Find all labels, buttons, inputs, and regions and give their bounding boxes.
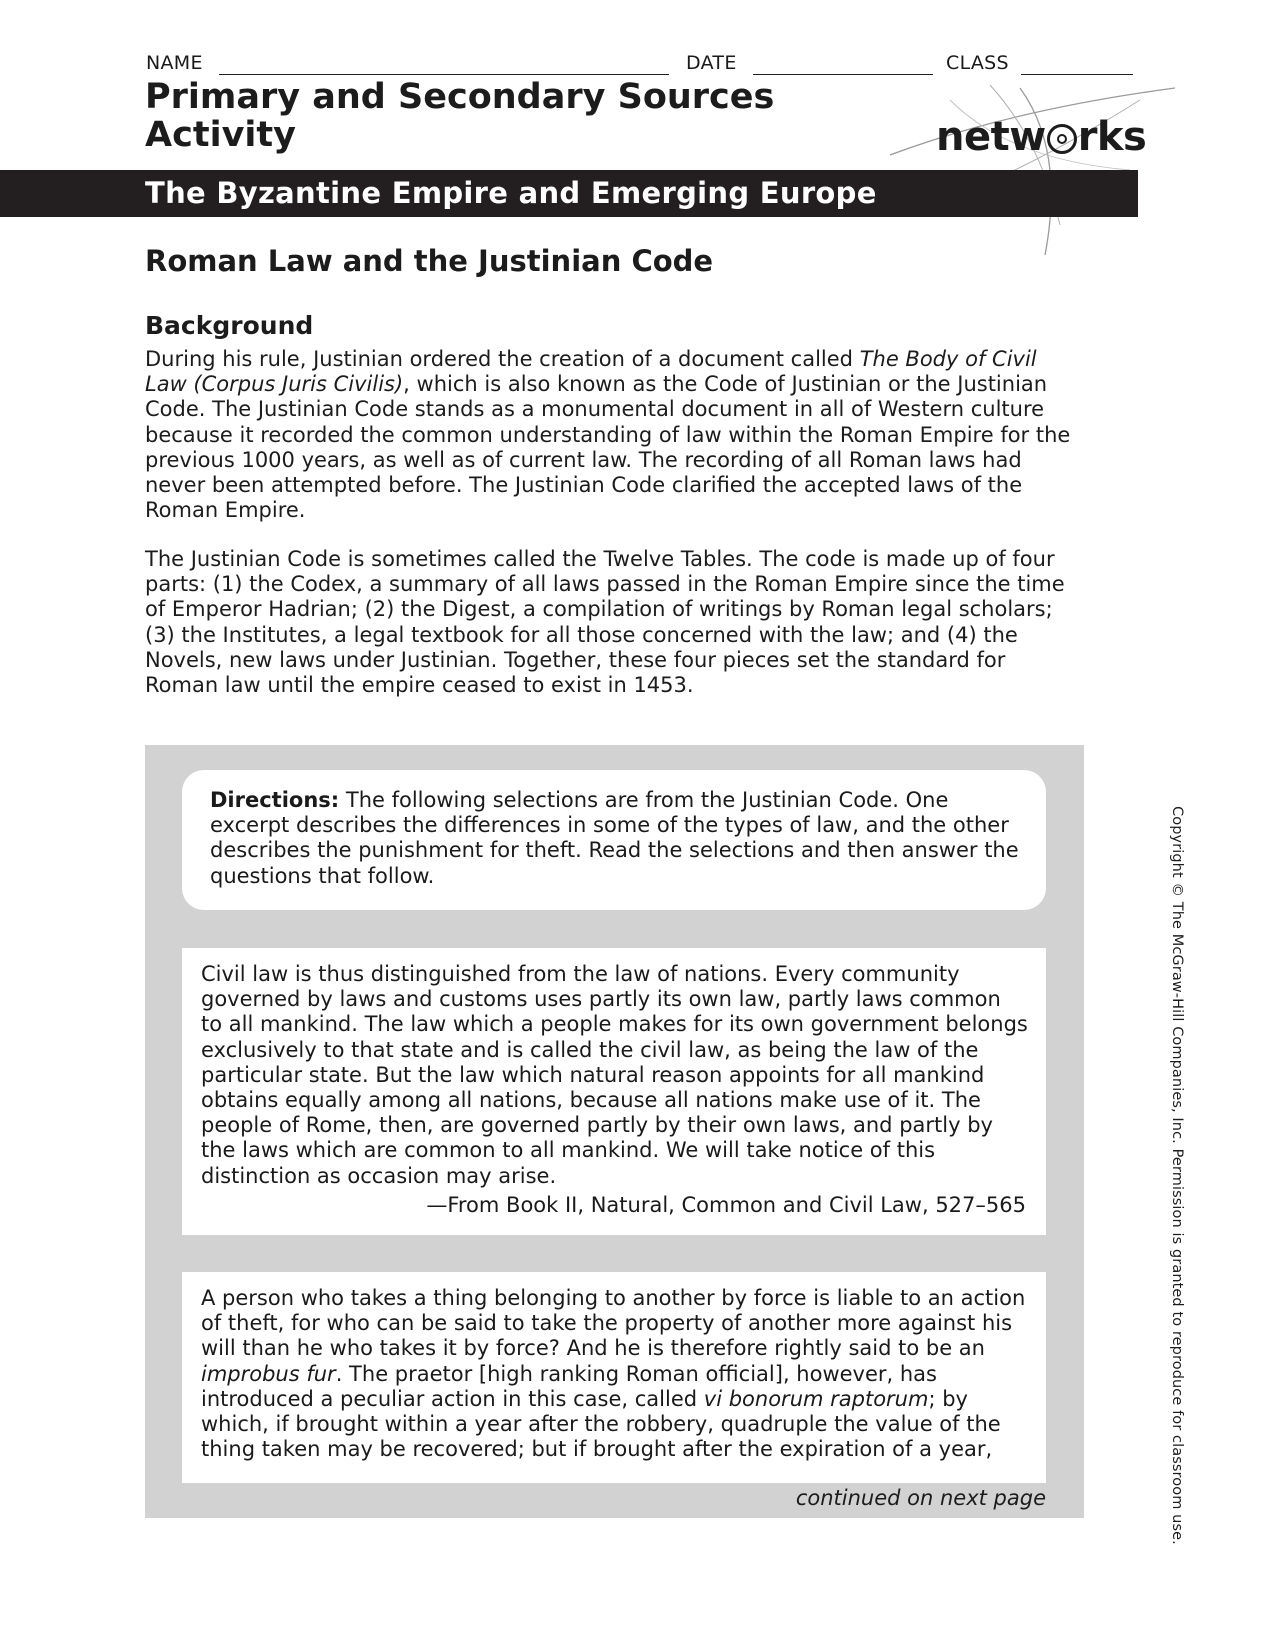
directions-box [182, 770, 1046, 910]
excerpt-2-text-b: . The praetor [high ranking Roman official], however, has introduced a peculiar action in this case, called [201, 1361, 937, 1411]
name-label: NAME [146, 52, 203, 74]
class-field[interactable] [1021, 74, 1133, 75]
background-heading: Background [145, 311, 314, 340]
logo-o-icon [1047, 124, 1077, 154]
copyright-text: Copyright © The McGraw-Hill Companies, Inc. Permission is granted to reproduce for classroom use. [1169, 806, 1185, 1545]
networks-logo [936, 113, 1146, 161]
chapter-title: The Byzantine Empire and Emerging Europe [145, 176, 877, 210]
p1-text-a: During his rule, Justinian ordered the creation of a document called [145, 347, 860, 371]
copyright-notice [1165, 806, 1185, 1545]
excerpt-2-text-c: ; by which, if brought within a year after the robbery, quadruple the value of the thing taken may be recovered; but if brought after the expiration of a year, [201, 1386, 1001, 1462]
directions-label: Directions: [210, 788, 340, 812]
student-info-fields [146, 52, 1136, 80]
section-title: Roman Law and the Justinian Code [145, 244, 714, 278]
background-paragraph-1 [145, 347, 1085, 523]
p1-italic-title: The Body of Civil Law (Corpus Juris Civilis) [145, 347, 1037, 397]
excerpt-1-attribution: —From Book II, Natural, Common and Civil Law, 527–565 [426, 1192, 1026, 1217]
title-line-2: Activity [145, 115, 296, 155]
date-field[interactable] [753, 74, 933, 75]
title-line-1: Primary and Secondary Sources [145, 77, 775, 117]
excerpt-2-italic-1: improbus fur [201, 1361, 336, 1386]
class-label: CLASS [946, 52, 1009, 74]
name-field[interactable] [219, 74, 669, 75]
directions-text: The following selections are from the Justinian Code. One excerpt describes the differences in some of the types of law, and the other describes the punishment for theft. Read the selections and then answer the questions that follow. [210, 788, 1019, 888]
excerpt-2-italic-2: vi bonorum raptorum [703, 1386, 929, 1411]
page-title [145, 78, 905, 154]
date-label: DATE [686, 52, 737, 74]
logo-text-start: netw [936, 114, 1046, 160]
excerpt-theft [182, 1272, 1046, 1483]
logo-text-end: rks [1077, 114, 1147, 160]
excerpt-2-text-a: A person who takes a thing belonging to another by force is liable to an action of theft, for who can be said to take the property of another more against his will than he who takes it by force? And he is therefore rightly said to be an [201, 1286, 1026, 1361]
excerpt-1-text: Civil law is thus distinguished from the law of nations. Every community governed by laws and customs uses partly its own law, partly laws common to all mankind. The law which a people makes for its own government belongs exclusively to that state and is called the civil law, as being the law of the particular state. But the law which natural reason appoints for all mankind obtains equally among all nations, because all nations make use of it. The people of Rome, then, are governed partly by their own laws, and partly by the laws which are common to all mankind. We will take notice of this distinction as occasion may arise. [201, 962, 1028, 1188]
p1-text-b: , which is also known as the Code of Justinian or the Justinian Code. The Justinian Code stands as a monumental document in all of Western culture because it recorded the common understanding of law within the Roman Empire for the previous 1000 years, as well as of current law. The recording of all Roman laws had never been attempted before. The Justinian Code clarified the accepted laws of the Roman Empire. [145, 372, 1071, 523]
continued-note: continued on next page [795, 1486, 1046, 1510]
chapter-band [0, 170, 1138, 217]
background-paragraph-2: The Justinian Code is sometimes called the Twelve Tables. The code is made up of four parts: (1) the Codex, a summary of all laws passed in the Roman Empire since the time of Emperor Hadrian; (2) the Digest, a compilation of writings by Roman legal scholars; (3) the Institutes, a legal textbook for all those concerned with the law; and (4) the Novels, new laws under Justinian. Together, these four pieces set the standard for Roman law until the empire ceased to exist in 1453. [145, 547, 1065, 698]
excerpt-civil-law [182, 948, 1046, 1235]
